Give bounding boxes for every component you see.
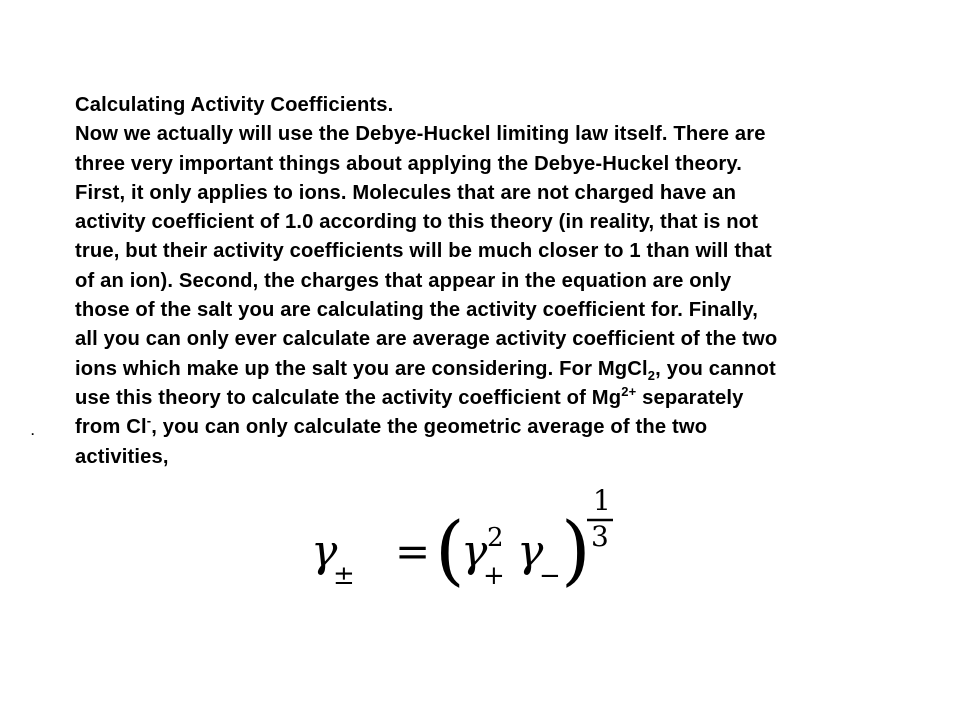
exponent-numerator: 1 [593, 484, 611, 517]
close-parenthesis: ) [561, 505, 591, 594]
subscript: 2 [647, 367, 656, 383]
paragraph-line [75, 355, 905, 384]
paragraph-line [75, 413, 905, 442]
section-title: Calculating Activity Coefficients. [75, 94, 394, 116]
body-text [75, 91, 905, 472]
minus-subscript: − [539, 561, 561, 591]
superscript: 2+ [621, 383, 637, 399]
equals-sign: = [395, 527, 431, 576]
text-fragment: from Cl [75, 416, 147, 439]
text-fragment: separately [636, 386, 744, 409]
paragraph-line: three very important things about applying the Debye-Huckel theory. [75, 152, 742, 175]
paragraph-line [75, 384, 905, 413]
bullet-dot: . [31, 424, 35, 438]
open-parenthesis: ( [435, 505, 465, 594]
exponent-denominator: 3 [591, 520, 609, 553]
plus-subscript: + [483, 561, 505, 591]
paragraph-line: of an ion). Second, the charges that appear in the equation are only [75, 269, 732, 292]
text-fragment: , you cannot [655, 357, 776, 380]
text-fragment: use this theory to calculate the activity coefficient of Mg [75, 386, 622, 409]
paragraph-line: activity coefficient of 1.0 according to this theory (in reality, that is not [75, 211, 759, 234]
text-fragment: , you can only calculate the geometric average of the two [151, 416, 708, 439]
gamma-symbol: γ [461, 526, 488, 577]
text-fragment: ions which make up the salt you are considering. For MgCl [75, 357, 648, 380]
exponent-two: 2 [487, 523, 504, 553]
paragraph-line: activities, [75, 445, 169, 468]
gamma-symbol: γ [517, 526, 544, 577]
paragraph-line: those of the salt you are calculating the activity coefficient for. Finally, [75, 299, 758, 322]
plus-minus-subscript: ± [333, 561, 355, 591]
mean-activity-equation [305, 480, 635, 605]
paragraph-line: true, but their activity coefficients will be much closer to 1 than will that [75, 240, 772, 263]
paragraph-line: all you can only ever calculate are average activity coefficient of the two [75, 328, 778, 351]
gamma-symbol: γ [311, 526, 338, 577]
paragraph-line: First, it only applies to ions. Molecules that are not charged have an [75, 181, 737, 204]
superscript: - [146, 413, 152, 429]
paragraph-line: Now we actually will use the Debye-Huckel limiting law itself. There are [75, 123, 766, 146]
